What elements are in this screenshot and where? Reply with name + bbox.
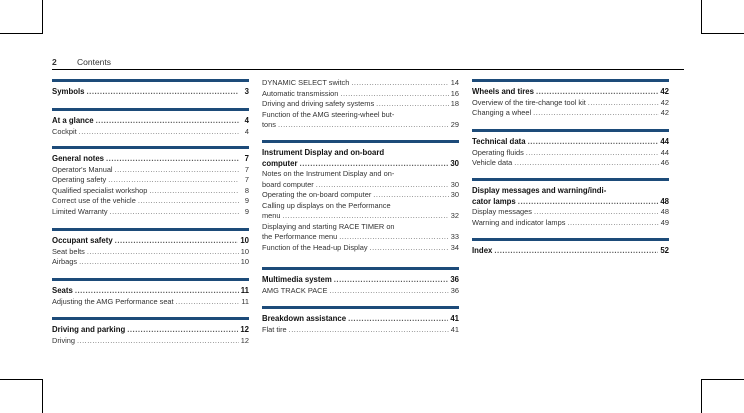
- toc-section-multimedia-system: [262, 267, 459, 296]
- toc-section-general-notes: [52, 146, 249, 217]
- dot-leader: [329, 286, 448, 297]
- toc-entry-page: 10: [240, 246, 249, 256]
- toc-section-instrument-display: [262, 140, 459, 253]
- toc-entry-label: Breakdown assistance: [262, 314, 347, 323]
- toc-section-display-messages: [472, 178, 669, 228]
- toc-entry[interactable]: [472, 207, 669, 218]
- section-bar: [472, 129, 669, 132]
- toc-entry-page: 42: [660, 97, 669, 107]
- toc-entry-page: 9: [244, 196, 249, 205]
- toc-entry[interactable]: [472, 98, 669, 109]
- dot-leader: [334, 275, 449, 286]
- toc-entry-label: menu: [262, 211, 281, 220]
- toc-entry-page: 18: [450, 99, 459, 108]
- toc-entry-page: 3: [244, 87, 249, 96]
- toc-entry-page: 48: [660, 196, 669, 206]
- dot-leader: [79, 127, 239, 138]
- toc-entry-page: 41: [450, 314, 459, 323]
- toc-entry-label: Cockpit: [52, 126, 77, 136]
- toc-entry-page: 46: [660, 158, 669, 167]
- dot-leader: [106, 154, 239, 165]
- toc-entry-page: 12: [240, 335, 249, 345]
- dot-leader: [348, 314, 448, 325]
- toc-entry[interactable]: [472, 218, 669, 229]
- toc-entry-page: 30: [450, 179, 459, 189]
- page-number: 2: [52, 57, 57, 67]
- toc-entry-page: 12: [240, 325, 249, 334]
- dot-leader: [567, 218, 658, 229]
- toc-entry-label: DYNAMIC SELECT switch: [262, 78, 350, 87]
- toc-entry-page: 8: [244, 185, 249, 195]
- toc-entry[interactable]: [262, 190, 459, 201]
- toc-entry-page: 7: [244, 175, 249, 184]
- toc-entry-page: 29: [450, 120, 459, 129]
- toc-entry-label: computer: [262, 158, 298, 168]
- section-bar: [52, 108, 249, 111]
- toc-entry-label: Symbols: [52, 87, 85, 96]
- toc-entry[interactable]: [262, 211, 459, 222]
- toc-entry[interactable]: [262, 232, 459, 243]
- page-title: Contents: [77, 57, 112, 67]
- dot-leader: [536, 87, 658, 98]
- toc-entry-label: Qualified specialist workshop: [52, 185, 148, 195]
- toc-entry-page: 30: [450, 158, 459, 168]
- toc-section-driving-and-parking: [52, 317, 249, 346]
- toc-entry-label: Operating safety: [52, 175, 107, 184]
- toc-entry-label: Automatic transmission: [262, 88, 339, 98]
- dot-leader: [528, 137, 659, 148]
- toc-section-symbols: [52, 79, 249, 98]
- dot-leader: [370, 243, 449, 254]
- crop-mark: [42, 0, 43, 34]
- toc-entry[interactable]: [472, 246, 669, 257]
- toc-entry-page: 7: [244, 154, 249, 163]
- header-rule: [52, 69, 684, 70]
- dot-leader: [75, 286, 239, 297]
- toc-entry-page: 10: [240, 236, 249, 245]
- dot-leader: [289, 325, 449, 336]
- section-bar: [472, 178, 669, 181]
- dot-leader: [373, 190, 448, 201]
- toc-section-technical-data: [472, 129, 669, 169]
- toc-entry-label: Index: [472, 246, 493, 255]
- dot-leader: [534, 207, 659, 218]
- toc-entry[interactable]: [52, 196, 249, 207]
- toc-entry[interactable]: [262, 243, 459, 254]
- toc-entry-label: Seat belts: [52, 246, 85, 256]
- dot-leader: [351, 78, 448, 89]
- toc-entry-page: 36: [450, 275, 459, 284]
- section-bar: [472, 79, 669, 82]
- crop-mark: [701, 0, 702, 34]
- section-bar: [262, 140, 459, 143]
- toc-entry[interactable]: [52, 127, 249, 138]
- toc-entry-page: 42: [660, 108, 669, 117]
- section-bar: [52, 79, 249, 82]
- toc-entry-label: the Performance menu: [262, 232, 338, 241]
- toc-entry[interactable]: [262, 159, 459, 170]
- toc-section-wheels-and-tires: [472, 79, 669, 119]
- toc-section-at-a-glance: [52, 108, 249, 137]
- toc-entry[interactable]: [52, 165, 249, 176]
- dot-leader: [108, 175, 239, 186]
- toc-section-driving-continued: [262, 78, 459, 131]
- toc-entry[interactable]: [52, 116, 249, 127]
- toc-entry-label: At a glance: [52, 116, 94, 125]
- dot-leader: [127, 325, 238, 336]
- section-bar: [472, 238, 669, 241]
- toc-entry-line[interactable]: [472, 186, 669, 197]
- toc-entry[interactable]: [52, 325, 249, 336]
- toc-entry-label: Technical data: [472, 137, 526, 146]
- toc-entry-label: Limited Warranty: [52, 206, 108, 216]
- dot-leader: [149, 186, 239, 197]
- toc-entry-page: 10: [240, 257, 249, 266]
- toc-entry-line[interactable]: [262, 148, 459, 159]
- toc-entry[interactable]: [262, 99, 459, 110]
- dot-leader: [79, 257, 239, 268]
- toc-entry-label: Multimedia system: [262, 275, 332, 284]
- toc-entry-label: Wheels and tires: [472, 87, 534, 96]
- section-bar: [52, 278, 249, 281]
- dot-leader: [514, 158, 658, 169]
- toc-entry-label: Occupant safety: [52, 236, 113, 245]
- toc-entry-label: Changing a wheel: [472, 108, 532, 117]
- toc-entry[interactable]: [262, 286, 459, 297]
- section-bar: [52, 228, 249, 231]
- toc-entry-label: Driving and driving safety systems: [262, 99, 375, 108]
- section-bar: [262, 306, 459, 309]
- toc-entry[interactable]: [472, 137, 669, 148]
- toc-entry-page: 7: [244, 164, 249, 174]
- toc-entry-page: 44: [660, 137, 669, 146]
- toc-section-index: [472, 238, 669, 257]
- toc-entry-label: Adjusting the AMG Performance seat: [52, 296, 174, 306]
- toc-entry-page: 52: [660, 246, 669, 255]
- toc-entry[interactable]: [52, 257, 249, 268]
- dot-leader: [110, 207, 239, 218]
- dot-leader: [115, 165, 239, 176]
- toc-entry[interactable]: [52, 286, 249, 297]
- toc-entry[interactable]: [52, 87, 249, 98]
- toc-entry[interactable]: [52, 297, 249, 308]
- toc-entry-page: 4: [244, 116, 249, 125]
- toc-entry-page: 30: [450, 190, 459, 199]
- toc-entry-label: AMG TRACK PACE: [262, 285, 328, 295]
- toc-entry-page: 48: [660, 207, 669, 216]
- toc-entry-label: Driving and parking: [52, 325, 126, 334]
- dot-leader: [339, 232, 449, 243]
- toc-entry[interactable]: [262, 275, 459, 286]
- toc-entry[interactable]: [262, 120, 459, 131]
- toc-entry[interactable]: [262, 78, 459, 89]
- toc-entry[interactable]: [262, 180, 459, 191]
- toc-entry-page: 34: [450, 242, 459, 252]
- dot-leader: [588, 98, 659, 109]
- toc-entry-page: 32: [450, 211, 459, 220]
- toc-entry[interactable]: [52, 236, 249, 247]
- toc-entry-label: Correct use of the vehicle: [52, 196, 136, 205]
- toc-entry-label: Displaying and starting RACE TIMER on: [262, 221, 395, 231]
- toc-entry-label: cator lamps: [472, 196, 516, 206]
- toc-entry-page: 16: [450, 88, 459, 98]
- toc-entry[interactable]: [262, 314, 459, 325]
- toc-entry-line[interactable]: [262, 201, 459, 212]
- toc-entry-label: Notes on the Instrument Display and on-: [262, 169, 395, 178]
- dot-leader: [96, 116, 239, 127]
- toc-entry[interactable]: [52, 336, 249, 347]
- dot-leader: [518, 197, 659, 208]
- toc-entry-label: tons: [262, 120, 276, 129]
- toc-entry-label: Overview of the tire-change tool kit: [472, 97, 586, 107]
- crop-mark: [702, 33, 744, 34]
- toc-entry-label: board computer: [262, 179, 314, 189]
- toc-entry-label: Instrument Display and on-board: [262, 148, 385, 157]
- section-bar: [52, 317, 249, 320]
- dot-leader: [340, 89, 448, 100]
- toc-entry-label: Driving: [52, 335, 75, 345]
- dot-leader: [283, 211, 449, 222]
- page-header: [52, 57, 684, 69]
- crop-mark: [0, 379, 42, 380]
- toc-entry-label: Calling up displays on the Performance: [262, 200, 391, 210]
- toc-entry-label: Operating the on-board computer: [262, 190, 372, 199]
- toc-entry[interactable]: [52, 175, 249, 186]
- toc-entry[interactable]: [52, 207, 249, 218]
- crop-mark: [701, 379, 702, 413]
- toc-entry[interactable]: [262, 89, 459, 100]
- toc-entry-label: Flat tire: [262, 324, 287, 334]
- crop-mark: [0, 33, 42, 34]
- crop-mark: [702, 379, 744, 380]
- toc-entry[interactable]: [52, 247, 249, 258]
- toc-entry-label: Display messages and warning/indi-: [472, 186, 607, 195]
- dot-leader: [533, 108, 659, 119]
- toc-entry-label: Operator's Manual: [52, 164, 113, 174]
- section-bar: [262, 267, 459, 270]
- toc-section-occupant-safety: [52, 228, 249, 268]
- dot-leader: [494, 246, 658, 257]
- toc-entry-page: 44: [660, 147, 669, 157]
- toc-entry-label: Function of the Head-up Display: [262, 242, 368, 252]
- toc-entry[interactable]: [472, 148, 669, 159]
- dot-leader: [87, 247, 239, 258]
- toc-entry-page: 42: [660, 87, 669, 96]
- toc-entry[interactable]: [472, 87, 669, 98]
- toc-section-seats: [52, 278, 249, 307]
- toc-entry-label: Seats: [52, 286, 73, 295]
- toc-entry-label: Function of the AMG steering-wheel but-: [262, 109, 395, 119]
- toc-entry-page: 33: [450, 232, 459, 241]
- toc-entry-line[interactable]: [262, 169, 459, 180]
- section-bar: [52, 146, 249, 149]
- dot-leader: [300, 159, 449, 170]
- dot-leader: [77, 336, 239, 347]
- toc-entry-label: Airbags: [52, 257, 78, 266]
- toc-entry-page: 11: [241, 296, 249, 306]
- toc-entry-label: Vehicle data: [472, 158, 513, 167]
- toc-entry[interactable]: [52, 186, 249, 197]
- toc-entry[interactable]: [472, 108, 669, 119]
- toc-entry-line[interactable]: [262, 222, 459, 233]
- dot-leader: [115, 236, 239, 247]
- toc-entry[interactable]: [472, 158, 669, 169]
- toc-entry-page: 11: [240, 286, 249, 295]
- toc-entry[interactable]: [52, 154, 249, 165]
- dot-leader: [87, 87, 240, 98]
- toc-entry-label: General notes: [52, 154, 104, 163]
- toc-entry-page: 49: [660, 217, 669, 227]
- dot-leader: [138, 196, 239, 207]
- dot-leader: [376, 99, 449, 110]
- toc-entry-page: 14: [450, 78, 459, 87]
- toc-section-breakdown-assistance: [262, 306, 459, 335]
- toc-entry[interactable]: [262, 325, 459, 336]
- dot-leader: [176, 297, 239, 308]
- dot-leader: [278, 120, 449, 131]
- toc-entry-label: Operating fluids: [472, 147, 524, 157]
- toc-entry[interactable]: [472, 197, 669, 208]
- toc-entry-page: 9: [244, 206, 249, 216]
- toc-entry-page: 41: [450, 324, 459, 334]
- toc-entry-label: Display messages: [472, 207, 532, 216]
- crop-mark: [42, 379, 43, 413]
- dot-leader: [526, 148, 659, 159]
- toc-entry-label: Warning and indicator lamps: [472, 217, 566, 227]
- toc-entry-page: 4: [244, 126, 249, 136]
- toc-entry-line[interactable]: [262, 110, 459, 121]
- toc-entry-page: 36: [450, 285, 459, 295]
- dot-leader: [316, 180, 449, 191]
